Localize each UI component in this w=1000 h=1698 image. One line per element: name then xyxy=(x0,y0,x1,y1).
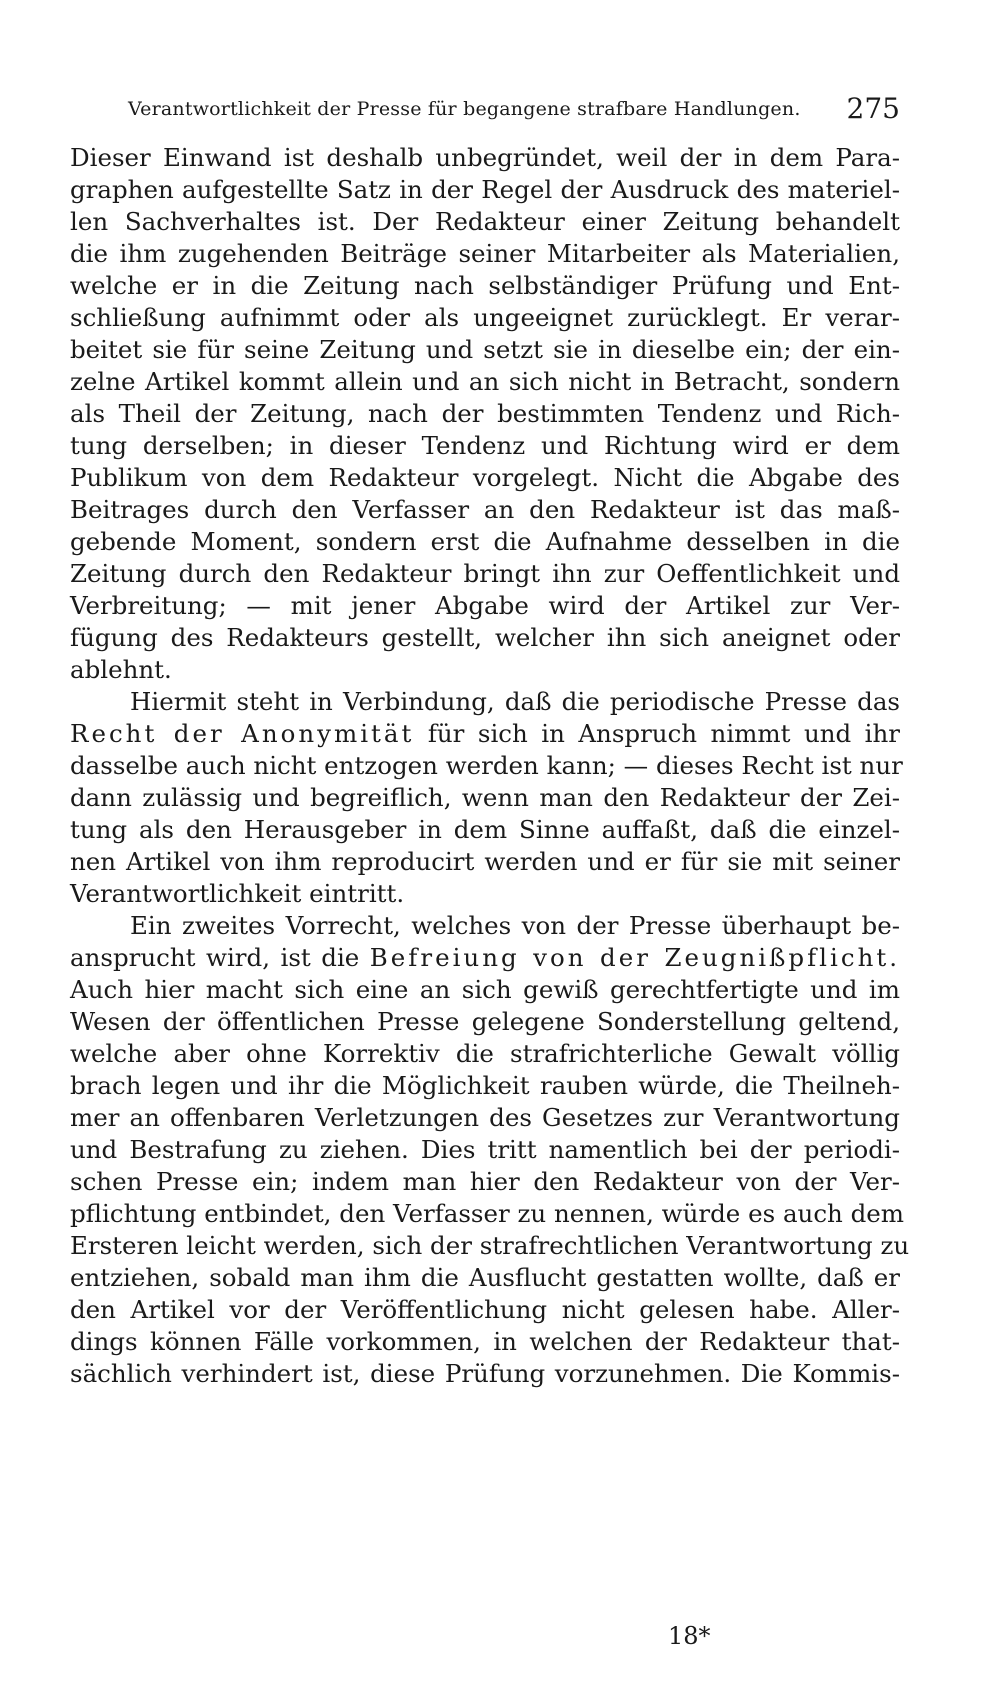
text-line: tung derselben; in dieser Tendenz und Richtung wird er dem xyxy=(70,431,900,460)
text-line: entziehen, sobald man ihm die Ausflucht gestatten wollte, daß er xyxy=(70,1263,900,1292)
text-line: Verantwortlichkeit eintritt. xyxy=(70,879,405,908)
page-number: 275 xyxy=(846,92,900,125)
text-line: beitet sie für seine Zeitung und setzt sie in dieselbe ein; der ein- xyxy=(70,335,900,364)
text-line: welche aber ohne Korrektiv die strafrichterliche Gewalt völlig xyxy=(70,1039,900,1068)
emphasized-term: Recht der Anonymität xyxy=(70,719,415,748)
text-line: welche er in die Zeitung nach selbständiger Prüfung und Ent- xyxy=(70,271,900,300)
text-line: schen Presse ein; indem man hier den Redakteur von der Ver- xyxy=(70,1167,900,1196)
text-line: len Sachverhaltes ist. Der Redakteur einer Zeitung behandelt xyxy=(70,207,900,236)
text-run: für sich in Anspruch nimmt und ihr xyxy=(414,719,900,748)
text-line: zelne Artikel kommt allein und an sich nicht in Betracht, sondern xyxy=(70,367,900,396)
text-line: Auch hier macht sich eine an sich gewiß gerechtfertigte und im xyxy=(70,975,900,1004)
text-line: Hiermit steht in Verbindung, daß die periodische Presse das xyxy=(130,687,900,716)
text-line: dasselbe auch nicht entzogen werden kann; — dieses Recht ist nur xyxy=(70,751,903,780)
text-line: dann zulässig und begreiflich, wenn man den Redakteur der Zei- xyxy=(70,783,900,812)
text-line: Dieser Einwand ist deshalb unbegründet, weil der in dem Para- xyxy=(70,143,900,172)
text-line: gebende Moment, sondern erst die Aufnahme desselben in die xyxy=(70,527,900,556)
text-line: Ersteren leicht werden, sich der strafrechtlichen Verantwortung zu xyxy=(70,1231,910,1260)
text-line: schließung aufnimmt oder als ungeeignet zurücklegt. Er verar- xyxy=(70,303,900,332)
text-line: graphen aufgestellte Satz in der Regel der Ausdruck des materiel- xyxy=(70,175,900,204)
text-line xyxy=(70,942,900,974)
text-line: brach legen und ihr die Möglichkeit rauben würde, die Theilneh- xyxy=(70,1071,900,1100)
text-line: als Theil der Zeitung, nach der bestimmten Tendenz und Rich- xyxy=(70,399,900,428)
page-header xyxy=(120,92,900,132)
text-line: sächlich verhindert ist, diese Prüfung vorzunehmen. Die Kommis- xyxy=(70,1359,900,1388)
body-text xyxy=(70,142,910,1390)
text-line: dings können Fälle vorkommen, in welchen der Redakteur that- xyxy=(70,1327,900,1356)
running-head: Verantwortlichkeit der Presse für begangene strafbare Handlungen. xyxy=(128,98,801,120)
text-line: den Artikel vor der Veröffentlichung nicht gelesen habe. Aller- xyxy=(70,1295,900,1324)
signature-mark: 18* xyxy=(668,1622,711,1650)
text-line: Wesen der öffentlichen Presse gelegene Sonderstellung geltend, xyxy=(70,1007,900,1036)
text-line: nen Artikel von ihm reproducirt werden und er für sie mit seiner xyxy=(70,847,900,876)
text-line: ablehnt. xyxy=(70,655,172,684)
text-line: tung als den Herausgeber in dem Sinne auffaßt, daß die einzel- xyxy=(70,815,900,844)
text-line: Beitrages durch den Verfasser an den Redakteur ist das maß- xyxy=(70,495,900,524)
emphasized-term: Befreiung von der Zeugnißpflicht. xyxy=(369,943,900,972)
text-line: und Bestrafung zu ziehen. Dies tritt namentlich bei der periodi- xyxy=(70,1135,900,1164)
text-line: fügung des Redakteurs gestellt, welcher ihn sich aneignet oder xyxy=(70,623,900,652)
text-line xyxy=(70,718,900,750)
text-line: mer an offenbaren Verletzungen des Gesetzes zur Verantwortung xyxy=(70,1103,900,1132)
text-line: die ihm zugehenden Beiträge seiner Mitarbeiter als Materialien, xyxy=(70,239,900,268)
text-line: Publikum von dem Redakteur vorgelegt. Nicht die Abgabe des xyxy=(70,463,900,492)
text-line: Ein zweites Vorrecht, welches von der Presse überhaupt be- xyxy=(130,911,900,940)
text-line: Zeitung durch den Redakteur bringt ihn zur Oeffentlichkeit und xyxy=(70,559,900,588)
text-line: pflichtung entbindet, den Verfasser zu nennen, würde es auch dem xyxy=(70,1199,905,1228)
text-line: Verbreitung; — mit jener Abgabe wird der Artikel zur Ver- xyxy=(70,591,900,620)
text-run: ansprucht wird, ist die xyxy=(70,943,370,972)
